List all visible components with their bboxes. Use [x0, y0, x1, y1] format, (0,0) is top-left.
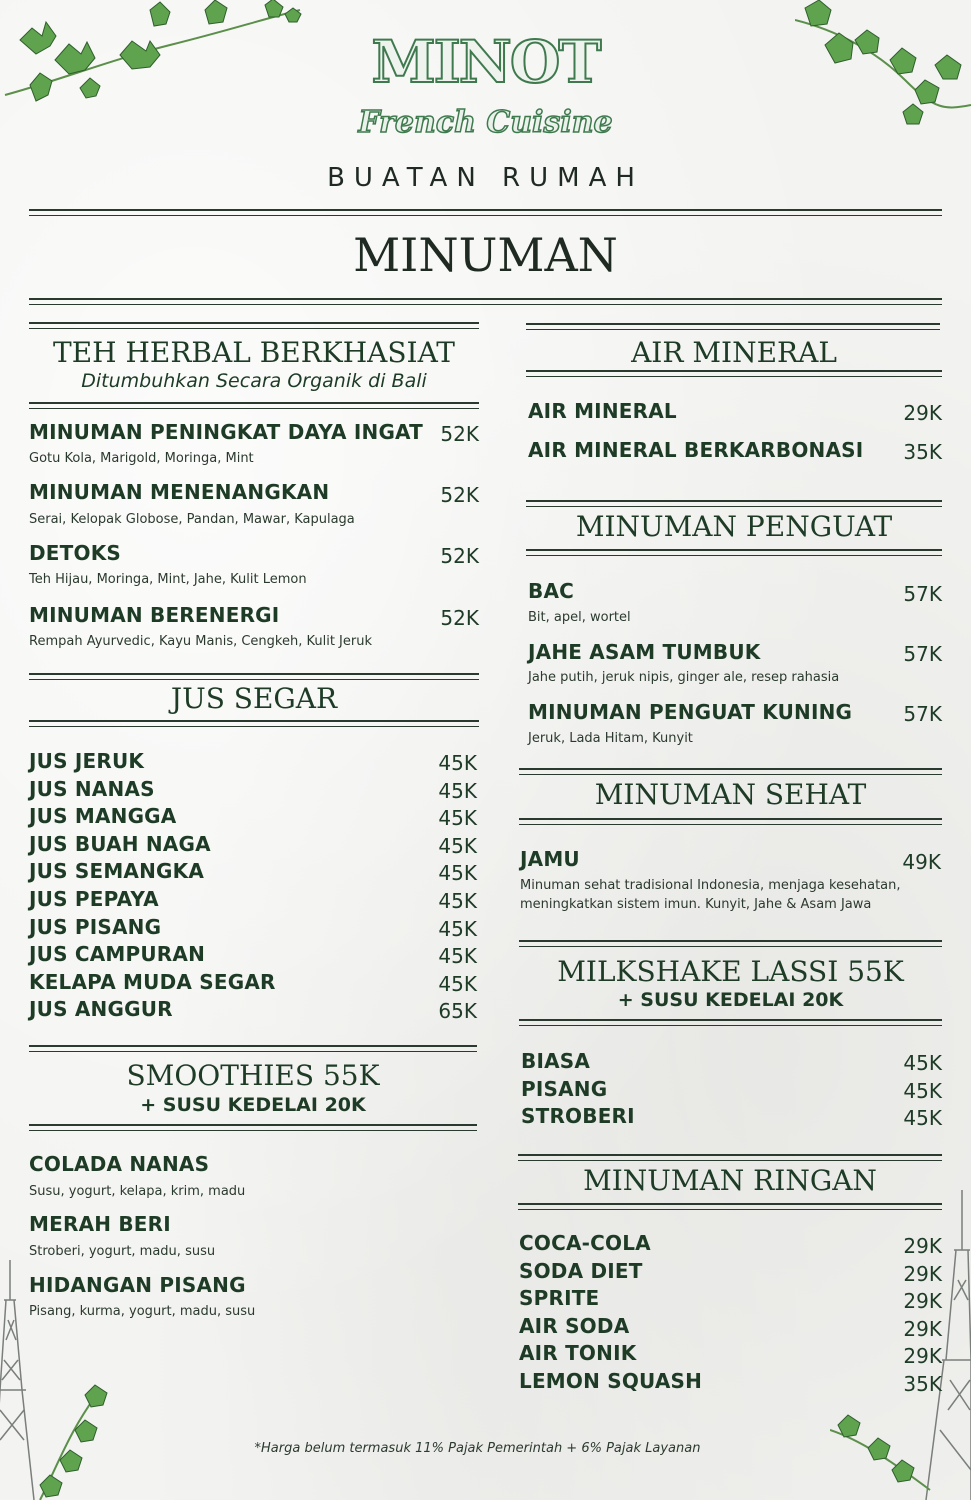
- menu-item-name: MINUMAN PENGUAT KUNING: [528, 700, 853, 724]
- menu-item-price: 29K: [903, 1317, 942, 1341]
- menu-item-name: SODA DIET: [519, 1259, 643, 1283]
- menu-item-name: JUS MANGGA: [29, 804, 177, 828]
- menu-item-desc: Minuman sehat tradisional Indonesia, menjaga kesehatan,: [520, 878, 901, 893]
- section-title-smoothies: SMOOTHIES 55K: [126, 1059, 380, 1092]
- menu-item-desc: Pisang, kurma, yogurt, madu, susu: [29, 1304, 256, 1319]
- menu-item-name: SPRITE: [519, 1286, 600, 1310]
- menu-item-price: 52K: [440, 544, 479, 568]
- section-subtitle-lassi: + SUSU KEDELAI 20K: [617, 989, 844, 1011]
- menu-item-price: 45K: [903, 1106, 942, 1130]
- section-subtitle-smoothies: + SUSU KEDELAI 20K: [140, 1094, 366, 1116]
- menu-item-price: 35K: [903, 440, 942, 464]
- divider: [518, 1160, 942, 1161]
- menu-item-name: BAC: [528, 579, 575, 603]
- menu-item-price: 52K: [440, 483, 479, 507]
- divider: [526, 500, 942, 502]
- menu-item-price: 29K: [903, 1344, 942, 1368]
- menu-item-price: 45K: [438, 779, 477, 803]
- divider: [519, 818, 942, 820]
- menu-item-name: DETOKS: [29, 541, 122, 565]
- divider: [29, 322, 479, 324]
- menu-item-desc: Rempah Ayurvedic, Kayu Manis, Cengkeh, Kulit Jeruk: [29, 634, 373, 649]
- menu-item-price: 45K: [438, 944, 477, 968]
- divider: [526, 555, 942, 556]
- menu-item-name: AIR MINERAL: [528, 399, 677, 423]
- divider: [29, 1124, 477, 1126]
- menu-item-name: COCA-COLA: [519, 1231, 651, 1255]
- brand-logo: MINOT: [371, 28, 600, 96]
- menu-item-name: JUS BUAH NAGA: [29, 832, 211, 856]
- divider: [29, 408, 479, 409]
- divider: [29, 726, 479, 727]
- menu-item-price: 35K: [903, 1372, 942, 1396]
- divider: [518, 1209, 942, 1210]
- menu-item-name: MINUMAN PENINGKAT DAYA INGAT: [29, 420, 424, 444]
- menu-item-price: 45K: [438, 861, 477, 885]
- section-title-ringan: MINUMAN RINGAN: [583, 1164, 877, 1197]
- menu-item-price: 49K: [902, 850, 941, 874]
- section-title-air: AIR MINERAL: [631, 336, 837, 369]
- divider: [519, 768, 942, 770]
- divider: [526, 370, 942, 372]
- divider: [29, 1051, 477, 1052]
- menu-item-name: AIR SODA: [519, 1314, 630, 1338]
- menu-item-name: STROBERI: [521, 1104, 635, 1128]
- divider: [29, 1130, 477, 1131]
- menu-item-desc: Susu, yogurt, kelapa, krim, madu: [29, 1184, 246, 1199]
- divider: [519, 1025, 942, 1026]
- divider: [518, 1154, 942, 1156]
- divider: [29, 402, 479, 404]
- menu-item-name: JAHE ASAM TUMBUK: [528, 640, 761, 664]
- section-title-teh: TEH HERBAL BERKHASIAT: [53, 336, 455, 369]
- menu-item-name: JUS PISANG: [29, 915, 162, 939]
- menu-item-name: COLADA NANAS: [29, 1152, 210, 1176]
- menu-item-name: MERAH BERI: [29, 1212, 171, 1236]
- brand-subtitle: French Cuisine: [358, 105, 613, 140]
- menu-item-name: JUS PEPAYA: [29, 887, 159, 911]
- section-title-sehat: MINUMAN SEHAT: [594, 778, 867, 811]
- menu-item-name: JUS CAMPURAN: [29, 942, 206, 966]
- menu-item-price: 45K: [438, 972, 477, 996]
- menu-item-price: 29K: [903, 1262, 942, 1286]
- menu-item-price: 57K: [903, 582, 942, 606]
- divider: [519, 946, 942, 947]
- divider: [29, 720, 479, 722]
- menu-item-name: JUS NANAS: [29, 777, 155, 801]
- menu-item-desc: Stroberi, yogurt, madu, susu: [29, 1244, 216, 1259]
- menu-item-name: JUS SEMANGKA: [29, 859, 205, 883]
- menu-item-price: 45K: [438, 834, 477, 858]
- menu-item-price: 57K: [903, 642, 942, 666]
- divider: [526, 329, 940, 330]
- menu-item-name: MINUMAN BERENERGI: [29, 603, 280, 627]
- menu-item-price: 52K: [440, 606, 479, 630]
- menu-item-price: 29K: [903, 1289, 942, 1313]
- menu-item-price: 45K: [438, 917, 477, 941]
- divider: [29, 679, 479, 680]
- menu-item-price: 45K: [438, 806, 477, 830]
- section-title-jus: JUS SEGAR: [170, 682, 338, 715]
- menu-item-name: KELAPA MUDA SEGAR: [29, 970, 276, 994]
- divider: [519, 824, 942, 825]
- divider: [29, 673, 479, 675]
- divider: [29, 298, 942, 300]
- section-subtitle-teh: Ditumbuhkan Secara Organik di Bali: [81, 370, 427, 392]
- menu-item-name: BIASA: [521, 1049, 591, 1073]
- menu-item-price: 45K: [903, 1079, 942, 1103]
- menu-item-price: 57K: [903, 702, 942, 726]
- menu-item-name: JAMU: [520, 847, 580, 871]
- divider: [29, 304, 942, 305]
- menu-item-name: LEMON SQUASH: [519, 1369, 703, 1393]
- menu-item-price: 45K: [438, 751, 477, 775]
- menu-item-price: 52K: [440, 422, 479, 446]
- menu-item-name: AIR MINERAL BERKARBONASI: [528, 438, 864, 462]
- menu-item-desc: Gotu Kola, Marigold, Moringa, Mint: [29, 451, 254, 466]
- section-title-penguat: MINUMAN PENGUAT: [575, 510, 893, 543]
- menu-item-name: MINUMAN MENENANGKAN: [29, 480, 330, 504]
- divider: [29, 328, 479, 329]
- divider: [526, 323, 940, 325]
- menu-item-name: HIDANGAN PISANG: [29, 1273, 246, 1297]
- menu-item-price: 29K: [903, 401, 942, 425]
- divider: [519, 940, 942, 942]
- menu-item-desc: meningkatkan sistem imun. Kunyit, Jahe & Asam Jawa: [520, 897, 872, 912]
- menu-item-price: 29K: [903, 1234, 942, 1258]
- divider: [526, 376, 942, 377]
- section-title-lassi: MILKSHAKE LASSI 55K: [557, 955, 904, 988]
- divider: [519, 774, 942, 775]
- menu-item-name: AIR TONIK: [519, 1341, 637, 1365]
- menu-item-name: PISANG: [521, 1077, 608, 1101]
- menu-item-name: JUS JERUK: [29, 749, 145, 773]
- tagline: BUATAN RUMAH: [327, 163, 644, 193]
- menu-item-desc: Bit, apel, wortel: [528, 610, 631, 625]
- divider: [29, 1045, 477, 1047]
- divider: [526, 549, 942, 551]
- menu-item-price: 65K: [438, 999, 477, 1023]
- menu-item-desc: Jeruk, Lada Hitam, Kunyit: [528, 731, 693, 746]
- menu-item-price: 45K: [903, 1051, 942, 1075]
- menu-item-desc: Jahe putih, jeruk nipis, ginger ale, resep rahasia: [528, 670, 840, 685]
- menu-item-desc: Serai, Kelopak Globose, Pandan, Mawar, Kapulaga: [29, 512, 355, 527]
- divider: [29, 209, 942, 211]
- tax-note: *Harga belum termasuk 11% Pajak Pemerintah + 6% Pajak Layanan: [254, 1441, 701, 1456]
- divider: [526, 506, 942, 507]
- divider: [518, 1203, 942, 1205]
- divider: [29, 215, 942, 216]
- divider: [519, 1019, 942, 1021]
- menu-item-name: JUS ANGGUR: [29, 997, 173, 1021]
- page-title: MINUMAN: [353, 228, 618, 282]
- menu-item-desc: Teh Hijau, Moringa, Mint, Jahe, Kulit Lemon: [29, 572, 307, 587]
- menu-item-price: 45K: [438, 889, 477, 913]
